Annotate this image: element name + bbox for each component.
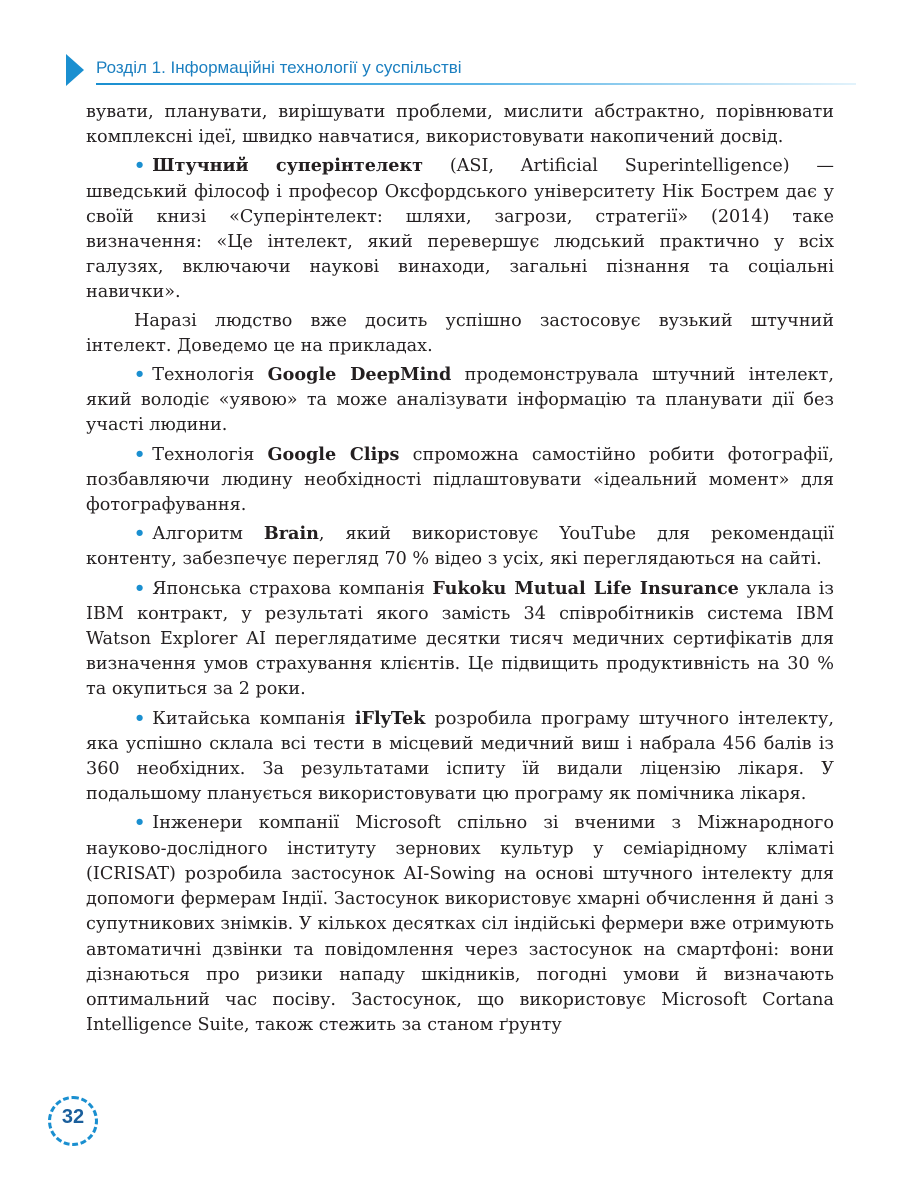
chapter-arrow-icon bbox=[66, 54, 84, 86]
bullet-icon: • bbox=[134, 707, 146, 729]
bullet-icon: • bbox=[134, 523, 146, 545]
paragraph-text: розробила програму штучного інтелекту, яка успішно склала всі тести в місцевий медичний виш і набрала 456 балів із 360 необхідних. За результатами іспиту їй видали ліцензію лікаря. У подальшому планується використовувати цю програму як помічника лікаря. bbox=[86, 708, 834, 805]
bullet-paragraph bbox=[86, 362, 834, 439]
bullet-icon: • bbox=[134, 364, 146, 386]
paragraph-text: спроможна самостійно робити фотографії, позбавляючи людину необхідності підлаштовувати «ідеальний момент» для фотографування. bbox=[86, 444, 834, 516]
bullet-paragraph bbox=[86, 521, 834, 572]
term: Brain bbox=[263, 523, 319, 545]
term: Google DeepMind bbox=[267, 364, 452, 386]
paragraph-text: вувати, планувати, вирішувати проблеми, мислити абстрактно, порівнювати комплексні ідеї, швидко навчатися, використовувати накопичений досвід. bbox=[86, 102, 834, 148]
bullet-icon: • bbox=[134, 577, 146, 599]
paragraph bbox=[86, 309, 834, 359]
paragraph-text: Алгоритм bbox=[152, 524, 264, 545]
paragraph-text: (ASI, Artificial Superintelligence) — шведський філософ і професор Оксфордського університету Нік Бострем дає у своїй книзі «Суперінтелект: шляхи, загрози, стратегії» (2014) таке визначення: «Це інтелект, який перевершує людський практично у всіх галузях, включаючи наукові винаходи, загальні пізнання та соціальні навички». bbox=[86, 156, 834, 303]
bullet-paragraph bbox=[86, 153, 834, 305]
page-number: 32 bbox=[61, 1106, 85, 1128]
paragraph bbox=[86, 100, 834, 150]
paragraph-text: Наразі людство вже досить успішно застосовує вузький штучний інтелект. Доведемо це на прикладах. bbox=[86, 310, 834, 356]
bullet-icon: • bbox=[134, 812, 146, 834]
term: iFlyTek bbox=[354, 707, 426, 729]
header-rule bbox=[96, 83, 856, 85]
bullet-paragraph bbox=[86, 576, 834, 703]
bullet-paragraph bbox=[86, 706, 834, 808]
bullet-icon: • bbox=[134, 155, 146, 177]
bullet-icon: • bbox=[134, 443, 146, 465]
paragraph-text: Японська страхова компанія bbox=[152, 578, 433, 599]
term: Штучний суперінтелект bbox=[152, 155, 424, 177]
bullet-paragraph bbox=[86, 442, 834, 519]
page-number-badge bbox=[48, 1096, 98, 1146]
paragraph-text: уклала із IBM контракт, у результаті якого замість 34 співробітників система IBM Watson Explorer AI переглядатиме десятки тисяч медичних сертифікатів для визначення умов страхування клієнтів. Це підвищить продуктивність на 30 % та окупиться за 2 роки. bbox=[86, 578, 834, 700]
page-body bbox=[86, 100, 834, 1041]
bullet-paragraph bbox=[86, 810, 834, 1038]
paragraph-text: Китайська компанія bbox=[152, 708, 355, 729]
chapter-header bbox=[66, 52, 846, 88]
paragraph-text: Технологія bbox=[152, 444, 268, 465]
term: Google Clips bbox=[267, 443, 400, 465]
paragraph-text: , який використовує YouTube для рекомендації контенту, забезпечує перегляд 70 % відео з усіх, які переглядаються на сайті. bbox=[86, 524, 835, 570]
term: Fukoku Mutual Life Insurance bbox=[432, 577, 739, 599]
paragraph-text: Інженери компанії Microsoft спільно зі вченими з Міжнародного науково-дослідного інституту зернових культур у семіарідному кліматі (ICRISAT) розробила застосунок AI-Sowing на основі штучного інтелекту для допомоги фермерам Індії. Застосунок використовує хмарні обчислення й дані з супутникових знімків. У кількох десятках сіл індійські фермери вже отримують автоматичні дзвінки та повідомлення через застосунок на смартфоні: вони дізнаються про ризики нападу шкідників, погодні умови й визначають оптимальний час посіву. Застосунок, що використовує Microsoft Cortana Intelligence Suite, також стежить за станом ґрунту bbox=[86, 813, 834, 1036]
chapter-title: Розділ 1. Інформаційні технології у суспільстві bbox=[96, 58, 462, 77]
paragraph-text: Технологія bbox=[152, 365, 268, 386]
paragraph-text: продемонструвала штучний інтелект, який володіє «уявою» та може аналізувати інформацію та планувати дії без участі людини. bbox=[86, 365, 834, 436]
